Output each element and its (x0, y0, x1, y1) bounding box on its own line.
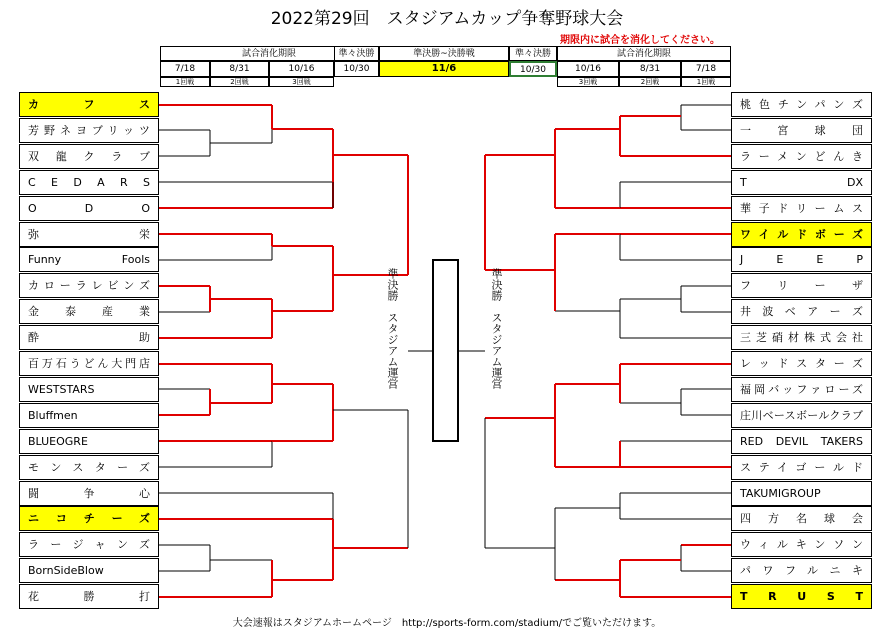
team-name: 酔 助 (28, 331, 150, 344)
team-name: ステイゴールド (740, 461, 863, 474)
team-right-14 (731, 429, 872, 454)
team-name: フ リ ー ザ (740, 279, 863, 292)
team-right-18 (731, 532, 872, 557)
team-right-20 (731, 584, 872, 609)
team-left-11 (19, 351, 159, 376)
team-left-16 (19, 481, 159, 506)
round-left-1: 1回戦 (160, 77, 210, 87)
team-left-13 (19, 403, 159, 428)
team-left-8 (19, 273, 159, 298)
semifinal-label-left: 準決勝 スタジアム運営 (386, 268, 399, 389)
team-right-5 (731, 196, 872, 221)
team-name: J E E P (740, 253, 863, 266)
team-left-19 (19, 558, 159, 583)
team-name: 三芝硝材株式会社 (740, 331, 863, 344)
team-right-7 (731, 247, 872, 272)
team-name: 井 波 ベ ア ー ズ (740, 305, 863, 318)
date-right-1: 10/30 (509, 61, 557, 77)
deadline-notice: 期限内に試合を消化してください。 (560, 35, 720, 46)
date-left-1: 7/18 (160, 61, 210, 77)
team-right-8 (731, 273, 872, 298)
team-left-10 (19, 325, 159, 350)
team-right-15 (731, 455, 872, 480)
team-left-9 (19, 299, 159, 324)
team-left-15 (19, 455, 159, 480)
round-left-3: 3回戦 (269, 77, 334, 87)
team-name: Funny Fools (28, 253, 150, 266)
team-name: レッドスターズ (740, 357, 863, 370)
date-right-4: 7/18 (681, 61, 731, 77)
team-name: T R U S T (740, 590, 863, 603)
date-right-2: 10/16 (557, 61, 619, 77)
team-name: T DX (740, 176, 863, 189)
qq-header-left: 準々決勝 (334, 46, 379, 61)
date-right-3: 8/31 (619, 61, 681, 77)
team-right-1 (731, 92, 872, 117)
team-name: 双 龍 ク ラ ブ (28, 150, 150, 163)
team-right-9 (731, 299, 872, 324)
team-name: RED DEVIL TAKERS (740, 435, 863, 448)
team-name: 百万石うどん大門店 (28, 357, 150, 370)
round-right-3: 1回戦 (681, 77, 731, 87)
team-name: ラーメンどんき (740, 150, 863, 163)
team-name: 金 泰 産 業 (28, 305, 150, 318)
team-name: 福岡バッファローズ (740, 383, 863, 396)
team-name: モンスターズ (28, 461, 150, 474)
team-name: WESTSTARS (28, 383, 95, 396)
team-left-2 (19, 118, 159, 143)
team-name: C E D A R S (28, 176, 150, 189)
team-name: ウィルキンソン (740, 538, 863, 551)
team-name: O D O (28, 202, 150, 215)
final-box (433, 260, 458, 441)
round-right-1: 3回戦 (557, 77, 619, 87)
team-right-10 (731, 325, 872, 350)
team-name: パワフルニキ (740, 564, 863, 577)
round-left-2: 2回戦 (210, 77, 269, 87)
team-right-13 (731, 403, 872, 428)
team-right-12 (731, 377, 872, 402)
team-left-7 (19, 247, 159, 272)
deadline-header-left: 試合消化期限 (160, 46, 378, 61)
round-right-2: 2回戦 (619, 77, 681, 87)
team-right-11 (731, 351, 872, 376)
team-name: Bluffmen (28, 409, 78, 422)
team-name: 芳野ネヨブリッツ (28, 124, 150, 137)
team-right-6 (731, 222, 872, 247)
date-left-2: 8/31 (210, 61, 269, 77)
date-left-3: 10/16 (269, 61, 334, 77)
team-name: TAKUMIGROUP (740, 487, 821, 500)
team-name: 庄川ベースボールクラブ (740, 409, 863, 422)
team-name: 華子ドリームス (740, 202, 863, 215)
team-left-3 (19, 144, 159, 169)
team-left-14 (19, 429, 159, 454)
team-left-18 (19, 532, 159, 557)
team-name: ワイルドボーズ (740, 228, 863, 241)
team-right-16 (731, 481, 872, 506)
team-left-17 (19, 506, 159, 531)
team-right-2 (731, 118, 872, 143)
team-name: 弥 栄 (28, 228, 150, 241)
final-date: 11/6 (379, 61, 509, 77)
team-left-20 (19, 584, 159, 609)
team-left-6 (19, 222, 159, 247)
deadline-header-right: 試合消化期限 (557, 46, 731, 61)
team-name: 一 宮 球 団 (740, 124, 863, 137)
team-name: 花 勝 打 (28, 590, 150, 603)
team-name: カ フ ス (28, 98, 150, 111)
team-right-19 (731, 558, 872, 583)
qq-header-right: 準々決勝 (509, 46, 557, 61)
team-name: BLUEOGRE (28, 435, 88, 448)
team-name: ラージャンズ (28, 538, 150, 551)
team-left-1 (19, 92, 159, 117)
team-left-12 (19, 377, 159, 402)
date-left-4: 10/30 (334, 61, 379, 77)
team-right-4 (731, 170, 872, 195)
team-right-17 (731, 506, 872, 531)
team-name: カローラレビンズ (28, 279, 150, 292)
final-header: 準決勝~決勝戦 (379, 46, 509, 61)
team-left-5 (19, 196, 159, 221)
team-right-3 (731, 144, 872, 169)
team-name: BornSideBlow (28, 564, 104, 577)
team-name: 闘 争 心 (28, 487, 150, 500)
semifinal-label-right: 準決勝 スタジアム運営 (490, 268, 503, 389)
team-name: 桃色チンパンズ (740, 98, 863, 111)
footer-note: 大会速報はスタジアムホームページ http://sports-form.com/stadium/でご覧いただけます。 (232, 618, 662, 629)
team-name: 四 方 名 球 会 (740, 512, 863, 525)
team-name: ニコチーズ (28, 512, 150, 525)
team-left-4 (19, 170, 159, 195)
page-title: 2022第29回 スタジアムカップ争奪野球大会 (270, 9, 624, 29)
